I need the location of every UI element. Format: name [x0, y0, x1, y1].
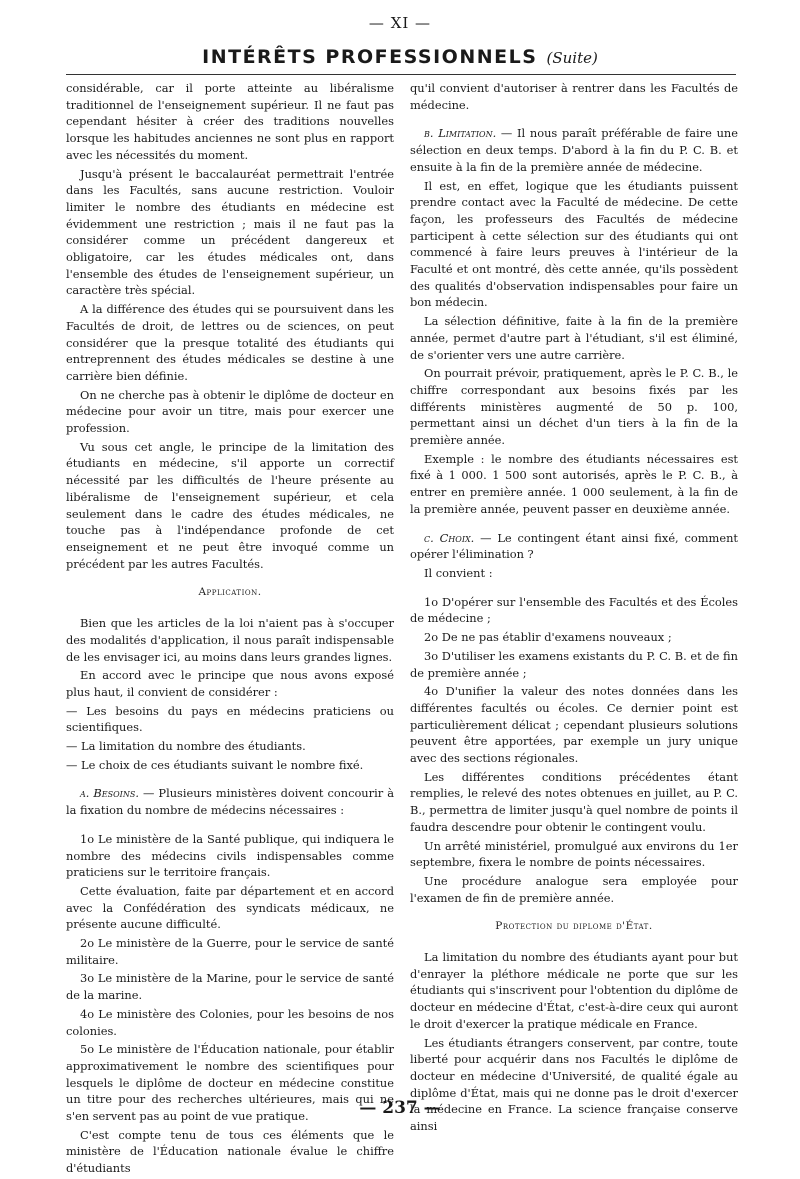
subsection-label: c. Choix.	[424, 530, 475, 545]
paragraph-choix	[410, 530, 738, 563]
paragraph: La limitation du nombre des étudiants ayant pour but d'enrayer la pléthore médicale ne porte que sur les étudiants qui s'inscrivent pour l'obtention du diplôme de docteur en médecine d'État, c'est-à-dire ceux qui auront le droit d'exercer la pratique médicale en France.	[410, 950, 738, 1031]
paragraph: Il convient :	[424, 565, 493, 580]
list-item: 2o De ne pas établir d'examens nouveaux ;	[424, 630, 672, 645]
list-item: 1o Le ministère de la Santé publique, qui indiquera le nombre des médecins civils indispensables comme praticiens sur le territoire français.	[66, 831, 394, 880]
paragraph: Les différentes conditions précédentes étant remplies, le relevé des notes obtenues en juillet, au P. C. B., permettra de limiter jusqu'à quel nombre de points il faudra descendre pour obtenir le contingent voulu.	[410, 769, 738, 834]
list-item: — La limitation du nombre des étudiants.	[66, 739, 306, 754]
folio-top: — XI —	[368, 14, 432, 32]
paragraph: En accord avec le principe que nous avons exposé plus haut, il convient de considérer :	[66, 668, 394, 699]
paragraph: Jusqu'à présent le baccalauréat permettrait l'entrée dans les Facultés, sans aucune restriction. Vouloir limiter le nombre des étudiants en médecine est évidemment une restriction ; mais il ne faut pas la considérer comme un précédent dangereux et obligatoire, car les études médicales ont, dans l'ensemble des études de l'enseignement supérieur, un caractère très spécial.	[66, 166, 394, 298]
list-item: 5o Le ministère de l'Éducation nationale, pour établir approximativement le nombre des scientifiques pour lesquels le diplôme de docteur en médecine constitue un titre pour des recherches ultérieures, mais qui ne s'en servent pas au point de vue pratique.	[66, 1042, 394, 1124]
paragraph: Un arrêté ministériel, promulgué aux environs du 1er septembre, fixera le nombre de points nécessaires.	[410, 838, 738, 870]
list-item: 4o D'unifier la valeur des notes données dans les différentes facultés ou écoles. Ce dernier point est particulièrement délicat ; cependant plusieurs solutions peuvent être apportées, par exemple un jury unique avec des sections régionales.	[410, 684, 738, 766]
subsection-text: — Il nous paraît préférable de faire une sélection en deux temps. D'abord à la fin du P. C. B. et ensuite à la fin de la première année de médecine.	[410, 126, 738, 174]
list-item: 3o Le ministère de la Marine, pour le service de santé de la marine.	[66, 971, 394, 1003]
paragraph-besoins	[66, 785, 394, 818]
list-item: 4o Le ministère des Colonies, pour les besoins de nos colonies.	[66, 1006, 394, 1038]
paragraph: C'est compte tenu de tous ces éléments que le ministère de l'Éducation nationale évalue le chiffre d'étudiants	[66, 1127, 394, 1176]
subsection-label: a. Besoins.	[80, 786, 139, 801]
list-item: 2o Le ministère de la Guerre, pour le service de santé militaire.	[66, 936, 394, 967]
subsection-text: — Le contingent étant ainsi fixé, comment opérer l'élimination ?	[410, 530, 738, 562]
paragraph: A la différence des études qui se poursuivent dans les Facultés de droit, de lettres ou de sciences, on peut considérer que la presque totalité des étudiants qui entreprennent des études médicales se destine à une carrière bien définie.	[66, 302, 394, 383]
paragraph: qu'il convient d'autoriser à rentrer dans les Facultés de médecine.	[410, 81, 738, 112]
left-column	[66, 80, 394, 1179]
page-heading	[0, 46, 800, 68]
paragraph: On pourrait prévoir, pratiquement, après le P. C. B., le chiffre correspondant aux besoins fixés par les différents ministères augmenté de 50 p. 100, permettant ainsi un déchet d'un tiers à la fin de la première année.	[410, 366, 738, 448]
paragraph: Bien que les articles de la loi n'aient pas à s'occuper des modalités d'application, il nous paraît indispensable de les envisager ici, au moins dans leurs grandes lignes.	[66, 616, 394, 664]
paragraph: Il est, en effet, logique que les étudiants puissent prendre contact avec la Faculté de médecine. De cette façon, les professeurs des Facultés de médecine participent à cette sélection sur des étudiants qui ont commencé à faire leurs preuves à l'intérieur de la Faculté et ont montré, dès cette année, qu'ils possèdent des qualités d'observation indispensables pour faire un bon médecin.	[410, 178, 738, 310]
list-item: 3o D'utiliser les examens existants du P. C. B. et de fin de première année ;	[410, 648, 738, 680]
paragraph: Une procédure analogue sera employée pour l'examen de fin de première année.	[410, 873, 738, 905]
page-number: — 237 —	[359, 1098, 441, 1118]
section-title: INTÉRÊTS PROFESSIONNELS	[202, 46, 538, 68]
paragraph: Les étudiants étrangers conservent, par contre, toute liberté pour acquérir dans nos Facultés le diplôme de docteur en médecine d'Université, de qualité égale au diplôme d'État, mais qui ne donne pas le droit d'exercer la médecine en France. La science française conserve ainsi	[410, 1035, 738, 1134]
paragraph: La sélection définitive, faite à la fin de la première année, permet d'autre part à l'étudiant, s'il est éliminé, de s'orienter vers une autre carrière.	[410, 314, 738, 362]
subsection-label: b. Limitation.	[424, 126, 497, 141]
paragraph: considérable, car il porte atteinte au libéralisme traditionnel de l'enseignement supérieur. Il ne faut pas cependant hésiter à créer des traditions nouvelles lorsque les habitudes anciennes ne sont plus en rapport avec les nécessités du moment.	[66, 81, 394, 162]
section-heading-protection: Protection du diplome d'État.	[495, 920, 653, 933]
paragraph-limitation	[410, 125, 738, 175]
list-item: 1o D'opérer sur l'ensemble des Facultés et des Écoles de médecine ;	[410, 594, 738, 626]
list-item: — Le choix de ces étudiants suivant le nombre fixé.	[66, 757, 364, 772]
section-title-suffix: (Suite)	[546, 49, 598, 67]
section-heading-application: Application.	[198, 586, 262, 599]
subsection-text: — Plusieurs ministères doivent concourir à la fixation du nombre de médecins nécessaires :	[66, 786, 395, 818]
right-column	[410, 80, 738, 1137]
paragraph: On ne cherche pas à obtenir le diplôme de docteur en médecine pour avoir un titre, mais pour exercer une profession.	[66, 387, 394, 436]
header-rule	[66, 74, 736, 75]
paragraph: Vu sous cet angle, le principe de la limitation des étudiants en médecine, s'il apporte un correctif nécessité par les difficultés de l'heure présente au libéralisme de l'enseignement supérieur, et cela seulement dans le cadre des études médicales, ne touche pas à l'indépendance profonde de cet enseignement et ne peut être invoqué comme un précédent par les autres Facultés.	[66, 439, 394, 571]
paragraph: Exemple : le nombre des étudiants nécessaires est fixé à 1 000. 1 500 sont autorisés, après le P. C. B., à entrer en première année. 1 000 seulement, à la fin de la première année, peuvent passer en deuxième année.	[410, 451, 738, 516]
paragraph: Cette évaluation, faite par département et en accord avec la Confédération des syndicats médicaux, ne présente aucune difficulté.	[66, 883, 394, 932]
list-item: — Les besoins du pays en médecins praticiens ou scientifiques.	[66, 703, 394, 735]
